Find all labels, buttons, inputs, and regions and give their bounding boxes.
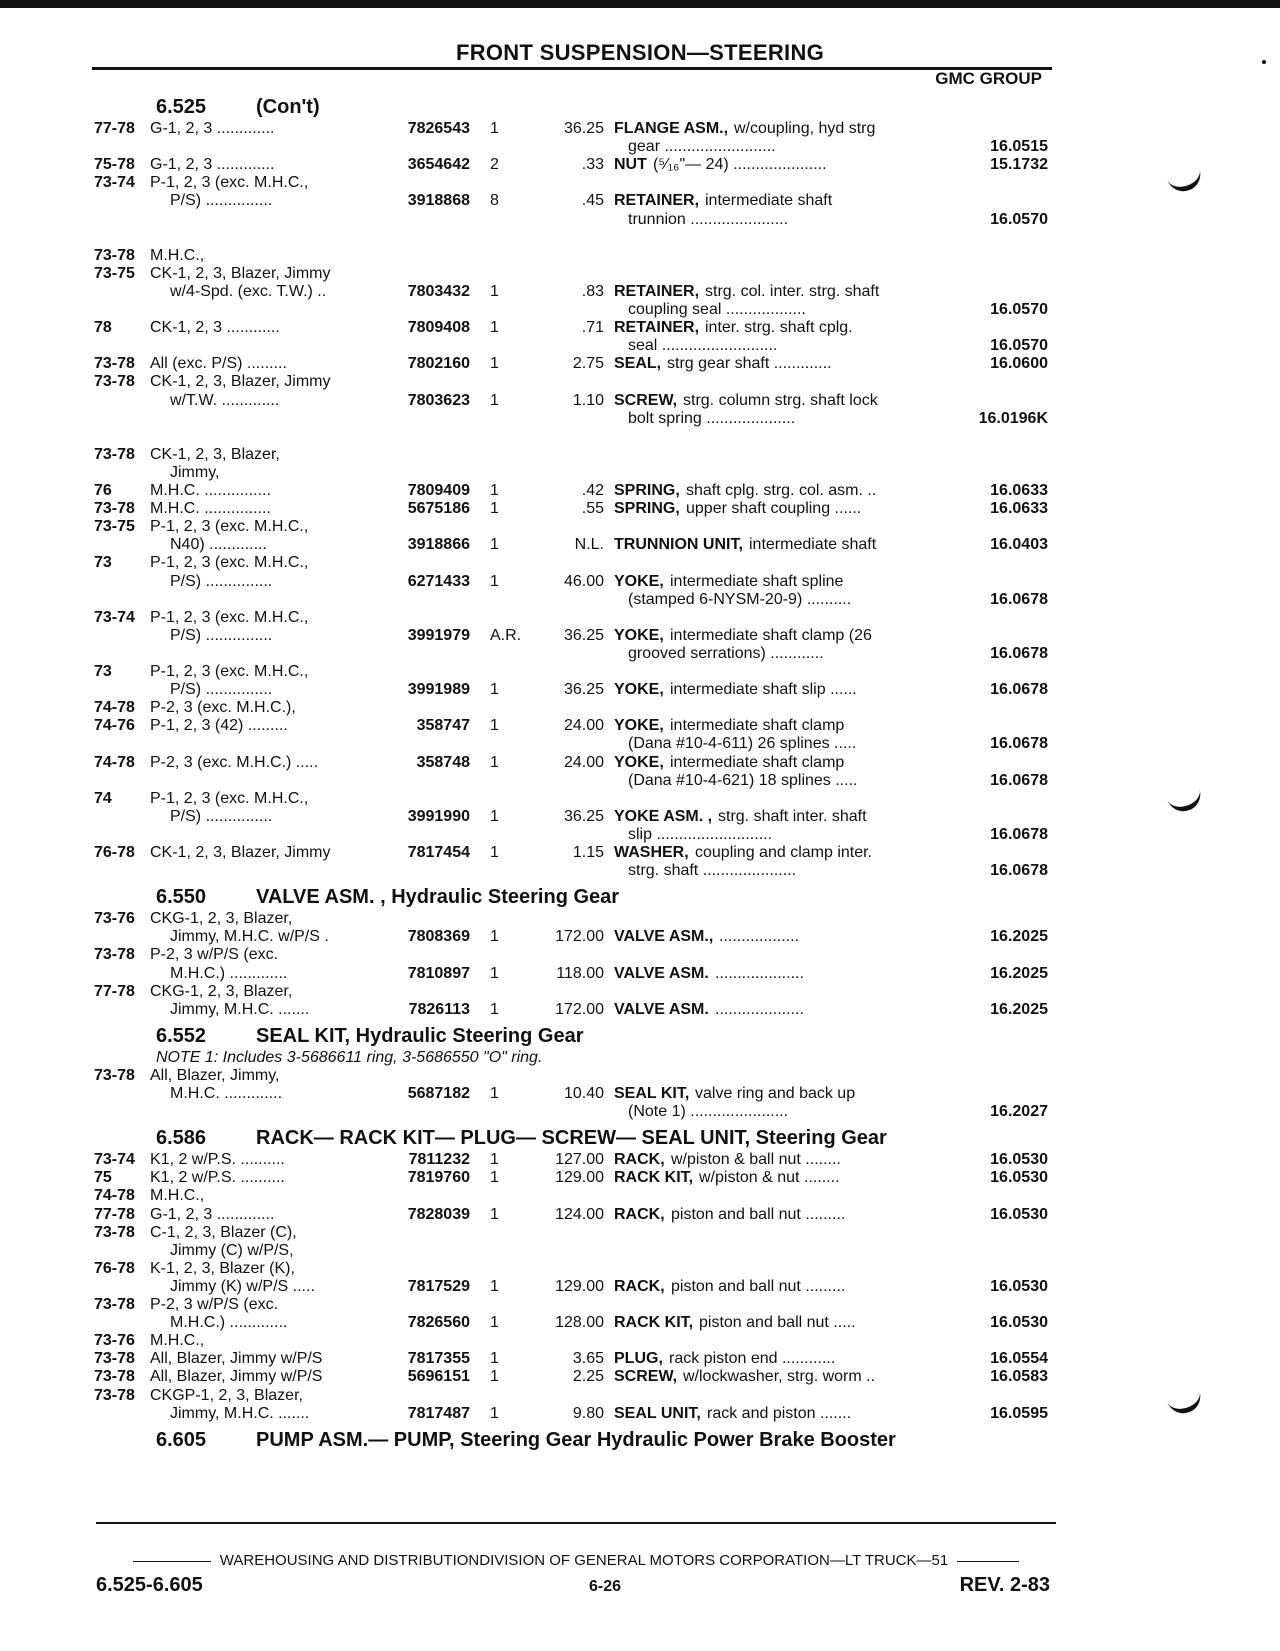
- part-name: SPRING,: [614, 482, 680, 499]
- part-name: YOKE,: [614, 572, 664, 590]
- part-number: 3991979: [407, 626, 470, 644]
- part-description: coupling and clamp inter.: [695, 844, 872, 861]
- list-price: 2.75: [572, 355, 604, 373]
- quantity: 1: [490, 1151, 499, 1169]
- model-years: 73-78: [94, 1296, 135, 1313]
- part-number: 5675186: [407, 500, 470, 518]
- application: P-1, 2, 3 (exc. M.H.C.,: [150, 518, 309, 536]
- application: M.H.C. .............: [170, 1085, 283, 1102]
- application: CK-1, 2, 3, Blazer,: [150, 445, 280, 463]
- part-description: strg. col. inter. strg. shaft: [705, 282, 880, 300]
- application: P-1, 2, 3 (42) .........: [150, 717, 288, 735]
- part-description: coupling seal ..................: [628, 301, 806, 318]
- list-price: 129.00: [555, 1277, 604, 1295]
- list-price: .71: [581, 319, 604, 337]
- model-years: 73-78: [94, 246, 135, 264]
- application: P-1, 2, 3 (exc. M.H.C.,: [150, 789, 309, 807]
- quantity: 1: [490, 1277, 499, 1295]
- list-price: 2.25: [572, 1368, 604, 1386]
- application: P/S) ...............: [170, 807, 273, 825]
- quantity: 1: [490, 681, 499, 699]
- group-number: 16.0570: [990, 301, 1048, 318]
- model-years: 73-78: [94, 946, 135, 964]
- part-description: ....................: [715, 1000, 804, 1018]
- part-name: SEAL,: [614, 355, 662, 373]
- quantity: 8: [490, 192, 499, 210]
- application: G-1, 2, 3 .............: [150, 156, 275, 174]
- quantity: 1: [490, 120, 499, 137]
- part-description: strg. column strg. shaft lock: [683, 391, 878, 409]
- footer-revision: REV. 2-83: [959, 1574, 1050, 1596]
- part-number: 7826113: [408, 1000, 470, 1018]
- section-number: 6.525: [156, 96, 207, 118]
- footer-publisher-line: [96, 1552, 1056, 1569]
- quantity: 1: [490, 844, 499, 861]
- part-description: (Dana #10-4-611) 26 splines .....: [628, 735, 857, 753]
- group-number: 16.0600: [990, 355, 1048, 373]
- list-price: 172.00: [555, 1000, 604, 1018]
- part-name: TRUNNION UNIT,: [614, 536, 743, 554]
- part-description: w/piston & ball nut ........: [671, 1151, 841, 1169]
- part-name: VALVE ASM.: [614, 1000, 709, 1018]
- part-number: 7808369: [407, 928, 470, 946]
- part-number: 6271433: [407, 572, 470, 590]
- application: C-1, 2, 3, Blazer (C),: [150, 1223, 297, 1241]
- list-price: 129.00: [555, 1169, 604, 1187]
- group-number: 16.0678: [990, 862, 1048, 880]
- part-description: gear .........................: [628, 138, 776, 156]
- list-price: 118.00: [556, 964, 604, 982]
- part-name: RACK,: [614, 1205, 665, 1223]
- quantity: 1: [490, 391, 499, 409]
- part-name: YOKE,: [614, 681, 664, 699]
- quantity: 1: [490, 1000, 499, 1018]
- model-years: 73-78: [94, 1223, 135, 1241]
- part-description: strg gear shaft .............: [667, 355, 832, 373]
- list-price: .33: [581, 156, 604, 174]
- part-number: 3654642: [407, 156, 470, 174]
- model-years: 73-78: [94, 355, 135, 373]
- part-description: (⁵⁄₁₆"— 24) .....................: [653, 156, 827, 174]
- footer-page-number: 6-26: [588, 1578, 622, 1595]
- application: P/S) ...............: [170, 626, 273, 644]
- model-years: 76: [94, 482, 112, 499]
- model-years: 78: [94, 319, 112, 337]
- quantity: 1: [490, 1085, 499, 1102]
- model-years: 74-78: [94, 1187, 135, 1205]
- list-price: 3.65: [572, 1350, 604, 1368]
- part-number: 7817487: [407, 1404, 470, 1422]
- list-price: N.L.: [574, 536, 604, 554]
- part-description: strg. shaft .....................: [628, 862, 797, 880]
- group-number: 16.2027: [990, 1103, 1048, 1121]
- group-number: 16.2025: [990, 1000, 1048, 1018]
- quantity: 1: [490, 964, 499, 982]
- group-label: GMC GROUP: [935, 69, 1042, 88]
- part-number: 7809408: [407, 319, 470, 337]
- section-title: PUMP ASM.— PUMP, Steering Gear Hydraulic Power Brake Booster: [256, 1428, 896, 1451]
- list-price: 124.00: [555, 1205, 604, 1223]
- group-number: 16.0530: [990, 1277, 1048, 1295]
- section-title: VALVE ASM. , Hydraulic Steering Gear: [256, 886, 620, 909]
- group-number: 16.0583: [990, 1368, 1048, 1386]
- application: CK-1, 2, 3 ............: [150, 319, 280, 337]
- part-name: WASHER,: [614, 844, 689, 861]
- application: P-1, 2, 3 (exc. M.H.C.,: [150, 554, 309, 572]
- application: All (exc. P/S) .........: [150, 355, 287, 373]
- part-number: 7819760: [407, 1169, 470, 1187]
- quantity: 1: [490, 1169, 499, 1187]
- application: P/S) ...............: [170, 681, 273, 699]
- list-price: 128.00: [555, 1314, 604, 1332]
- footer-publisher-text: WAREHOUSING AND DISTRIBUTIONDIVISION OF GENERAL MOTORS CORPORATION—LT TRUCK—51: [219, 1552, 949, 1569]
- group-number: 16.0633: [990, 500, 1048, 518]
- list-price: .45: [581, 192, 604, 210]
- section-number: 6.550: [156, 886, 207, 909]
- part-description: (Dana #10-4-621) 18 splines .....: [628, 771, 858, 789]
- quantity: 1: [490, 572, 499, 590]
- model-years: 73-78: [94, 500, 135, 518]
- part-description: piston and ball nut .........: [671, 1277, 846, 1295]
- group-number: 16.0678: [990, 681, 1048, 699]
- model-years: 73-76: [94, 1332, 135, 1350]
- application: P-2, 3 (exc. M.H.C.) .....: [150, 753, 319, 771]
- model-years: 74-78: [94, 699, 135, 717]
- application: P-1, 2, 3 (exc. M.H.C.,: [150, 663, 309, 680]
- application: N40) .............: [170, 536, 267, 554]
- group-number: 16.0530: [990, 1314, 1048, 1332]
- application: CK-1, 2, 3, Blazer, Jimmy: [150, 264, 331, 282]
- application: P/S) ...............: [170, 192, 273, 210]
- quantity: 1: [490, 717, 499, 735]
- application: P-1, 2, 3 (exc. M.H.C.,: [150, 174, 309, 192]
- part-description: rack and piston .......: [707, 1404, 852, 1422]
- quantity: 1: [490, 319, 499, 337]
- part-name: RACK KIT,: [614, 1314, 694, 1332]
- group-number: 16.0530: [990, 1151, 1048, 1169]
- part-name: YOKE,: [614, 753, 664, 771]
- group-number: 16.0570: [990, 210, 1048, 228]
- model-years: 73-78: [94, 445, 135, 463]
- part-description: (Note 1) ......................: [628, 1103, 789, 1121]
- quantity: 1: [490, 807, 499, 825]
- group-number: 16.0403: [990, 536, 1048, 554]
- application: Jimmy (K) w/P/S .....: [170, 1277, 315, 1295]
- part-number: 7817454: [407, 844, 470, 861]
- application: P-2, 3 w/P/S (exc.: [150, 946, 279, 964]
- part-description: piston and ball nut .....: [699, 1314, 856, 1332]
- model-years: 74-78: [94, 753, 135, 771]
- quantity: 1: [490, 500, 499, 518]
- quantity: 1: [490, 1314, 499, 1332]
- model-years: 75: [94, 1169, 112, 1187]
- application: w/4-Spd. (exc. T.W.) ..: [170, 282, 327, 300]
- group-number: 16.0554: [990, 1350, 1048, 1368]
- part-description: intermediate shaft clamp (26: [670, 626, 872, 644]
- list-price: .83: [581, 282, 604, 300]
- part-description: intermediate shaft clamp: [670, 717, 845, 735]
- model-years: 74: [94, 789, 112, 807]
- group-number: 16.0196K: [978, 409, 1048, 427]
- group-number: 16.0595: [990, 1404, 1048, 1422]
- quantity: 1: [490, 1350, 499, 1368]
- list-price: 9.80: [572, 1404, 604, 1422]
- part-description: shaft cplg. strg. col. asm. ..: [686, 482, 877, 499]
- model-years: 73-78: [94, 1386, 135, 1404]
- part-description: rack piston end ............: [669, 1350, 836, 1368]
- group-number: 16.0678: [990, 644, 1048, 662]
- model-years: 77-78: [94, 982, 135, 1000]
- part-name: RACK,: [614, 1151, 665, 1169]
- quantity: 1: [490, 1368, 499, 1386]
- list-price: 10.40: [563, 1085, 604, 1102]
- section-number: 6.586: [156, 1127, 207, 1150]
- application: M.H.C.) .............: [170, 964, 288, 982]
- part-name: SPRING,: [614, 500, 680, 518]
- application: CK-1, 2, 3, Blazer, Jimmy: [150, 844, 331, 861]
- application: M.H.C. ...............: [150, 482, 271, 499]
- group-number: 16.0678: [990, 735, 1048, 753]
- model-years: 73: [94, 663, 112, 680]
- part-name: VALVE ASM.,: [614, 928, 714, 946]
- application: Jimmy, M.H.C. .......: [170, 1000, 310, 1018]
- list-price: 36.25: [563, 626, 604, 644]
- part-description: seal ..........................: [628, 337, 778, 355]
- part-name: NUT: [614, 156, 647, 174]
- section-title: SEAL KIT, Hydraulic Steering Gear: [256, 1024, 584, 1047]
- application: P-1, 2, 3 (exc. M.H.C.,: [150, 608, 309, 626]
- model-years: 73: [94, 554, 112, 572]
- group-number: 16.2025: [990, 964, 1048, 982]
- group-number: 16.0678: [990, 590, 1048, 608]
- application: Jimmy, M.H.C. .......: [170, 1404, 310, 1422]
- part-name: SEAL KIT,: [614, 1085, 690, 1102]
- part-description: w/piston & nut ........: [699, 1169, 840, 1187]
- part-number: 7817355: [407, 1350, 470, 1368]
- section-title: (Con't): [256, 96, 320, 118]
- application: M.H.C.,: [150, 1187, 205, 1205]
- part-number: 3991990: [407, 807, 470, 825]
- list-price: 24.00: [563, 753, 604, 771]
- section-note: NOTE 1: Includes 3-5686611 ring, 3-5686550 "O" ring.: [156, 1048, 543, 1066]
- model-years: 73-74: [94, 608, 135, 626]
- application: K1, 2 w/P.S. ..........: [150, 1169, 285, 1187]
- list-price: 36.25: [563, 807, 604, 825]
- part-description: inter. strg. shaft cplg.: [705, 319, 853, 337]
- application: CKG-1, 2, 3, Blazer,: [150, 910, 293, 928]
- model-years: 73-78: [94, 373, 135, 391]
- quantity: 1: [490, 928, 499, 946]
- part-description: intermediate shaft slip ......: [670, 681, 857, 699]
- group-number: 16.0633: [990, 482, 1048, 499]
- application: G-1, 2, 3 .............: [150, 1205, 275, 1223]
- part-description: piston and ball nut .........: [671, 1205, 846, 1223]
- part-description: upper shaft coupling ......: [686, 500, 862, 518]
- list-price: 1.15: [572, 844, 604, 861]
- part-description: w/coupling, hyd strg: [734, 120, 876, 137]
- quantity: 1: [490, 482, 499, 499]
- part-number: 7826560: [407, 1314, 470, 1332]
- model-years: 73-74: [94, 1151, 135, 1169]
- application: Jimmy, M.H.C. w/P/S .: [170, 928, 329, 946]
- application: All, Blazer, Jimmy w/P/S: [150, 1368, 323, 1386]
- part-name: YOKE,: [614, 717, 664, 735]
- part-description: intermediate shaft spline: [670, 572, 844, 590]
- part-number: 7803432: [407, 282, 470, 300]
- part-name: FLANGE ASM.,: [614, 120, 729, 137]
- group-number: 16.0530: [990, 1169, 1048, 1187]
- page-title: FRONT SUSPENSION—STEERING: [455, 40, 825, 65]
- model-years: 73-78: [94, 1066, 135, 1084]
- part-name: YOKE,: [614, 626, 664, 644]
- application: P/S) ...............: [170, 572, 273, 590]
- application: G-1, 2, 3 .............: [150, 120, 275, 137]
- model-years: 76-78: [94, 1259, 135, 1277]
- part-number: 5696151: [407, 1368, 470, 1386]
- application: w/T.W. .............: [170, 391, 280, 409]
- part-description: intermediate shaft: [705, 192, 833, 210]
- application: Jimmy,: [170, 463, 220, 481]
- application: M.H.C.,: [150, 246, 205, 264]
- quantity: 1: [490, 355, 499, 373]
- part-name: PLUG,: [614, 1350, 663, 1368]
- application: CKGP-1, 2, 3, Blazer,: [150, 1386, 303, 1404]
- part-number: 7809409: [407, 482, 470, 499]
- application: Jimmy (C) w/P/S,: [170, 1241, 294, 1259]
- part-description: strg. shaft inter. shaft: [718, 807, 867, 825]
- part-number: 7811232: [408, 1151, 470, 1169]
- part-description: bolt spring ....................: [628, 409, 796, 427]
- part-name: RETAINER,: [614, 319, 700, 337]
- part-description: (stamped 6-NYSM-20-9) ..........: [628, 590, 852, 608]
- quantity: 1: [490, 1404, 499, 1422]
- part-description: intermediate shaft clamp: [670, 753, 845, 771]
- list-price: .42: [581, 482, 604, 499]
- application: All, Blazer, Jimmy,: [150, 1066, 280, 1084]
- application: CK-1, 2, 3, Blazer, Jimmy: [150, 373, 331, 391]
- application: K1, 2 w/P.S. ..........: [150, 1151, 285, 1169]
- model-years: 73-78: [94, 1368, 135, 1386]
- part-number: 3918868: [407, 192, 470, 210]
- quantity: A.R.: [490, 626, 522, 644]
- quantity: 1: [490, 753, 499, 771]
- list-price: 46.00: [563, 572, 604, 590]
- quantity: 1: [490, 1205, 499, 1223]
- group-number: 16.0678: [990, 771, 1048, 789]
- group-number: 16.0678: [990, 825, 1048, 843]
- part-number: 7828039: [407, 1205, 470, 1223]
- quantity: 1: [490, 536, 499, 554]
- quantity: 1: [490, 282, 499, 300]
- model-years: 73-75: [94, 518, 135, 536]
- part-description: slip ..........................: [628, 825, 773, 843]
- quantity: 2: [490, 156, 499, 174]
- list-price: .55: [581, 500, 604, 518]
- list-price: 127.00: [555, 1151, 604, 1169]
- part-number: 7803623: [407, 391, 470, 409]
- model-years: 73-74: [94, 174, 135, 192]
- model-years: 75-78: [94, 156, 135, 174]
- list-price: 36.25: [563, 681, 604, 699]
- part-description: trunnion ......................: [628, 210, 789, 228]
- part-name: RETAINER,: [614, 282, 700, 300]
- group-number: 15.1732: [990, 156, 1048, 174]
- part-number: 3991989: [407, 681, 470, 699]
- model-years: 73-75: [94, 264, 135, 282]
- part-description: valve ring and back up: [695, 1085, 856, 1102]
- list-price: 172.00: [555, 928, 604, 946]
- section-number: 6.552: [156, 1024, 207, 1047]
- group-number: 16.0515: [990, 138, 1048, 156]
- application: P-2, 3 w/P/S (exc.: [150, 1296, 279, 1313]
- section-title: RACK— RACK KIT— PLUG— SCREW— SEAL UNIT, Steering Gear: [256, 1127, 887, 1150]
- part-name: SCREW,: [614, 1368, 678, 1386]
- part-description: ..................: [719, 928, 800, 946]
- application: M.H.C.) .............: [170, 1314, 288, 1332]
- model-years: 77-78: [94, 120, 135, 137]
- group-number: 16.0570: [990, 337, 1048, 355]
- part-description: intermediate shaft: [749, 536, 877, 554]
- part-name: VALVE ASM.: [614, 964, 709, 982]
- list-price: 1.10: [572, 391, 604, 409]
- part-number: 358748: [416, 753, 470, 771]
- list-price: 36.25: [563, 120, 604, 137]
- part-name: SCREW,: [614, 391, 678, 409]
- group-number: 16.2025: [990, 928, 1048, 946]
- part-description: grooved serrations) ............: [628, 644, 824, 662]
- application: All, Blazer, Jimmy w/P/S: [150, 1350, 323, 1368]
- part-description: ....................: [715, 964, 804, 982]
- model-years: 76-78: [94, 844, 135, 861]
- group-number: 16.0530: [990, 1205, 1048, 1223]
- part-name: RETAINER,: [614, 192, 700, 210]
- application: P-2, 3 (exc. M.H.C.),: [150, 699, 296, 717]
- part-number: 7810897: [407, 964, 470, 982]
- footer-rule: [96, 1522, 1056, 1524]
- part-name: YOKE ASM. ,: [614, 807, 713, 825]
- part-number: 7826543: [407, 120, 470, 137]
- part-number: 5687182: [407, 1085, 470, 1102]
- part-name: SEAL UNIT,: [614, 1404, 701, 1422]
- model-years: 73-76: [94, 910, 135, 928]
- part-number: 7817529: [407, 1277, 470, 1295]
- application: K-1, 2, 3, Blazer (K),: [150, 1259, 295, 1277]
- model-years: 74-76: [94, 717, 135, 735]
- part-description: w/lockwasher, strg. worm ..: [683, 1368, 876, 1386]
- part-name: RACK KIT,: [614, 1169, 694, 1187]
- model-years: 73-78: [94, 1350, 135, 1368]
- model-years: 77-78: [94, 1205, 135, 1223]
- part-number: 7802160: [407, 355, 470, 373]
- part-number: 3918866: [407, 536, 470, 554]
- part-name: RACK,: [614, 1277, 665, 1295]
- part-number: 358747: [416, 717, 470, 735]
- footer-section-range: 6.525-6.605: [96, 1574, 203, 1596]
- application: M.H.C. ...............: [150, 500, 271, 518]
- section-number: 6.605: [156, 1428, 207, 1451]
- application: M.H.C.,: [150, 1332, 205, 1350]
- application: CKG-1, 2, 3, Blazer,: [150, 982, 293, 1000]
- list-price: 24.00: [563, 717, 604, 735]
